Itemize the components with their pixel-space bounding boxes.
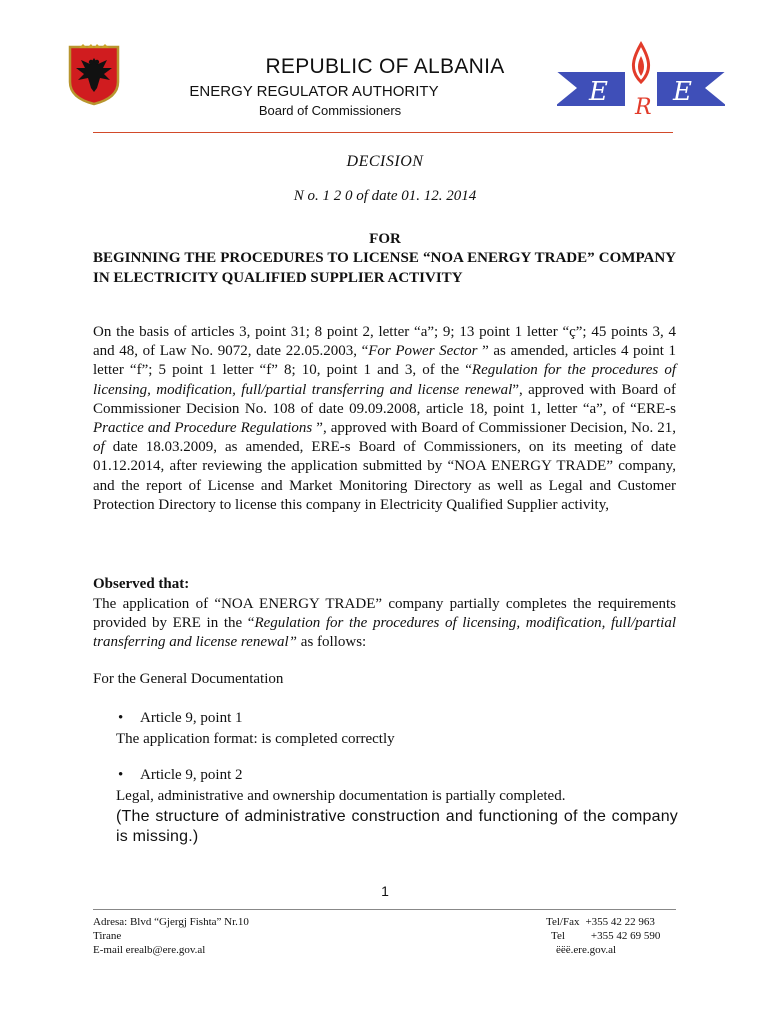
authority-heading: ENERGY REGULATOR AUTHORITY	[189, 83, 439, 100]
observed-paragraph: The application of “NOA ENERGY TRADE” company partially completes the requirements provided by ERE in the “Regulation for the procedures of licensing, modification, full/partial transferring and license renewal” as follows:	[93, 596, 676, 651]
document-type: DECISION	[346, 153, 424, 170]
for-label: FOR	[369, 231, 401, 247]
logo-letter-right: E	[673, 77, 692, 107]
country-heading: REPUBLIC OF ALBANIA	[265, 55, 505, 78]
article-item: • Article 9, point 2	[118, 767, 243, 783]
header-divider	[93, 132, 673, 133]
bullet-icon: •	[118, 710, 124, 726]
footer-address: Adresa: Blvd “Gjergj Fishta” Nr.10	[93, 916, 249, 928]
footer-divider	[93, 909, 676, 910]
decision-number: N o. 1 2 0 of date 01. 12. 2014	[293, 188, 477, 204]
footer-contact-block	[546, 915, 660, 957]
footer-website: ëëë.ere.gov.al	[556, 944, 617, 956]
missing-documentation-note: (The structure of administrative construction and functioning of the company is missing.)	[116, 808, 678, 845]
logo-letter-left: E	[589, 77, 608, 107]
observed-heading: Observed that:	[93, 576, 190, 592]
page-number: 1	[381, 883, 389, 899]
footer-city: Tirane	[93, 930, 122, 942]
decision-subject: BEGINNING THE PROCEDURES TO LICENSE “NOA ENERGY TRADE” COMPANY IN ELECTRICITY QUALIFIED SUPPLIER ACTIVITY	[93, 250, 676, 286]
board-heading: Board of Commissioners	[258, 103, 402, 118]
article-status-text: Legal, administrative and ownership documentation is partially completed.	[116, 788, 566, 804]
legal-basis-paragraph: On the basis of articles 3, point 31; 8 point 2, letter “a”; 9; 13 point 1 letter “ç”; 45 points 3, 4 and 48, of Law No. 9072, date 22.05.2003, “For Power Sector ” as amended, articles 4 point 1 letter “f”; 5 point 1 letter “f” 8; 10, point 1 and 3, of the “Regulation for the procedures of licensing, modification, full/partial transferring and license renewal”, approved with Board of Commissioner Decision No. 108 of date 09.09.2008, article 18, point 1, letter “a”, of “ERE-s Practice and Procedure Regulations ”, approved with Board of Commissioner Decision, No. 21, of date 18.03.2009, as amended, ERE-s Board of Commissioners, on its meeting of date 01.12.2014, after reviewing the application submitted by “NOA ENERGY TRADE” company, and the report of License and Market Monitoring Directory as well as Legal and Customer Protection Directory to license this company in Electricity Qualified Supplier activity,	[93, 324, 677, 513]
footer-telfax: Tel/Fax +355 42 22 963	[546, 916, 655, 928]
footer-address-block	[93, 915, 249, 957]
footer-tel: Tel +355 42 69 590	[551, 930, 661, 942]
article-status-text: The application format: is completed correctly	[116, 731, 395, 747]
bullet-icon: •	[118, 767, 124, 783]
logo-letter-middle: R	[635, 95, 652, 120]
article-item: • Article 9, point 1	[118, 710, 243, 726]
footer-email: E-mail erealb@ere.gov.al	[93, 944, 206, 956]
general-documentation-heading: For the General Documentation	[93, 671, 284, 687]
